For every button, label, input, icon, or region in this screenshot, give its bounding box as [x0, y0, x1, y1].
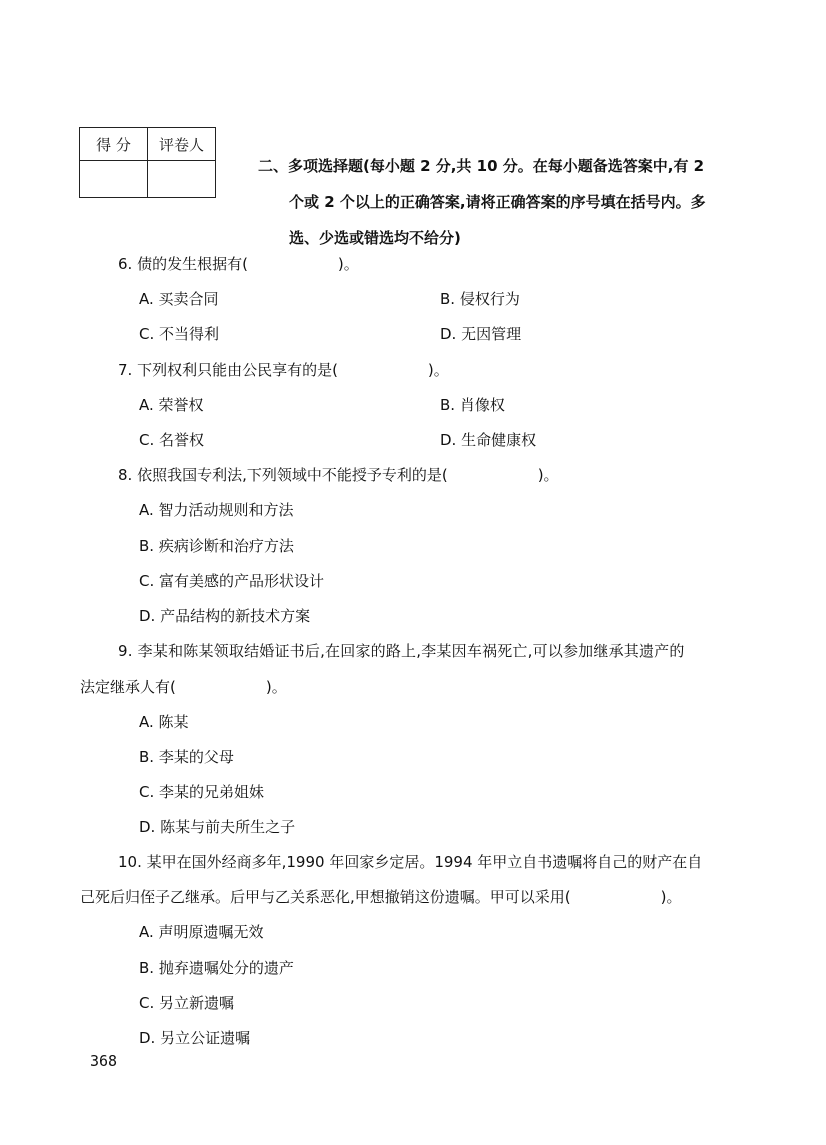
question-8-option-c: C. 富有美感的产品形状设计: [139, 572, 325, 590]
question-10-option-a: A. 声明原遗嘱无效: [139, 923, 264, 941]
section-title-line1: 二、多项选择题(每小题 2 分,共 10 分。在每小题备选答案中,有 2: [258, 157, 705, 175]
question-8-option-b: B. 疾病诊断和治疗方法: [139, 537, 294, 555]
question-6-option-c: C. 不当得利: [139, 325, 220, 343]
question-7-option-c: C. 名誉权: [139, 431, 205, 449]
question-6-stem: 6. 债的发生根据有( )。: [118, 255, 359, 273]
page-number: 368: [90, 1052, 118, 1070]
question-7-stem: 7. 下列权利只能由公民享有的是( )。: [118, 361, 449, 379]
question-10-option-c: C. 另立新遗嘱: [139, 994, 235, 1012]
question-6-option-a: A. 买卖合同: [139, 290, 219, 308]
grader-cell: [148, 161, 216, 198]
section-title-line3: 选、少选或错选均不给分): [289, 229, 461, 247]
section-title-line2: 个或 2 个以上的正确答案,请将正确答案的序号填在括号内。多: [289, 193, 706, 211]
question-10-stem-line1: 10. 某甲在国外经商多年,1990 年回家乡定居。1994 年甲立自书遗嘱将自己的财产在自: [118, 853, 703, 871]
question-7-option-b: B. 肖像权: [440, 396, 505, 414]
question-9-stem-line1: 9. 李某和陈某领取结婚证书后,在回家的路上,李某因车祸死亡,可以参加继承其遗产的: [118, 642, 685, 660]
question-9-option-a: A. 陈某: [139, 713, 189, 731]
question-10-option-d: D. 另立公证遗嘱: [139, 1029, 251, 1047]
question-9-stem-line2: 法定继承人有( )。: [80, 678, 287, 696]
question-8-option-d: D. 产品结构的新技术方案: [139, 607, 311, 625]
question-9-option-b: B. 李某的父母: [139, 748, 234, 766]
question-7-option-d: D. 生命健康权: [440, 431, 537, 449]
question-8-stem: 8. 依照我国专利法,下列领域中不能授予专利的是( )。: [118, 466, 559, 484]
score-cell: [80, 161, 148, 198]
grader-header: 评卷人: [148, 128, 216, 161]
question-9-option-c: C. 李某的兄弟姐妹: [139, 783, 265, 801]
question-10-option-b: B. 抛弃遗嘱处分的遗产: [139, 959, 294, 977]
question-6-option-d: D. 无因管理: [440, 325, 522, 343]
question-9-option-d: D. 陈某与前夫所生之子: [139, 818, 296, 836]
score-table: [79, 127, 216, 198]
question-6-option-b: B. 侵权行为: [440, 290, 520, 308]
question-8-option-a: A. 智力活动规则和方法: [139, 501, 294, 519]
section-title: [258, 148, 758, 256]
question-7-option-a: A. 荣誉权: [139, 396, 204, 414]
question-10-stem-line2: 己死后归侄子乙继承。后甲与乙关系恶化,甲想撤销这份遗嘱。甲可以采用( )。: [80, 888, 682, 906]
score-header: 得 分: [80, 128, 148, 161]
